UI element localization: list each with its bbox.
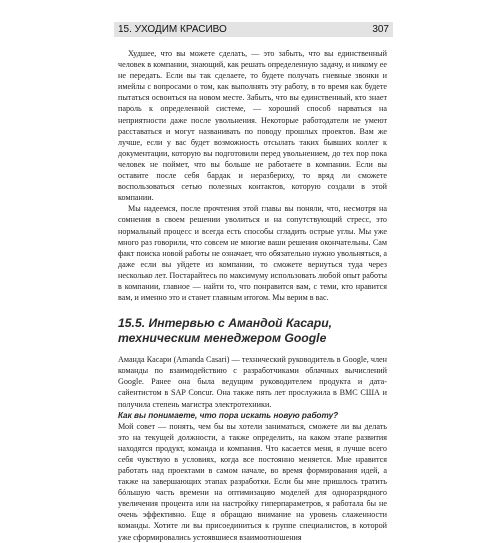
section-heading: 15.5. Интервью с Амандой Касари, техническим менеджером Google xyxy=(118,316,333,346)
interview-answer: Мой совет — понять, чем бы вы хотели заниматься, сможете ли вы делать это на текущей должности, а также определить, на каком этапе развития находятся продукт, команда и компания. Что касается меня, я лучше всего себя чувствую в условиях, когда все постоянно меняется. Мне нравится работать над проектами в самом начале, во время формирования идей, а также на завершающих этапах разработки. Если бы мне пришлось тратить бóльшую часть времени на оптимизацию моделей для одноразрядного увеличения процента или на настройку гиперпараметров, я работала бы не очень эффективно. Еще я обращаю внимание на уровень слаженности команды. Хотите ли вы присоединиться к группе специалистов, в которой уже сформировались устоявшиеся взаимоотношения xyxy=(118,421,387,542)
body-paragraph: Худшее, что вы можете сделать, — это забыть, что вы единственный человек в компании, знающий, как решать определенную задачу, и никому ее не передать. Если вы так сделаете, то будете получать гневные звонки и имейлы с вопросами о том, как выполнять эту работу, в то время как будете пытаться освоиться на новом месте. Забыть, что вы единственный, кто знает пароль к определенной системе, — хороший способ нарваться на неприятности даже после увольнения. Некоторые работодатели не умеют расставаться и могут названивать по поводу прошлых проектов. Вам же лучше, если у вас будет возможность отсылать таких бывших коллег к документации, которую вы подготовили перед увольнением, до тех пор пока человек не поймет, что вы больше не работаете в компании. Если вы оставите после себя бардак и неразбериху, то вряд ли сможете воспользоваться сетью полезных контактов, которую создали в этой компании. xyxy=(118,49,387,203)
body-paragraph: Мы надеемся, после прочтения этой главы вы поняли, что, несмотря на сомнения в своем решении уволиться и на сопутствующий стресс, это нормальный процесс и всегда есть способы сгладить острые углы. Мы уже много раз говорили, что совсем не многие ваши решения окончательны. Сам факт поиска новой работы не означает, что обязательно нужно увольняться, а даже если вы уйдете из компании, то сможете вернуться туда через несколько лет. Постарайтесь по максимуму использовать любой опыт работы в компании, главное — найти то, что понравится вам, с теми, кто нравится вам, и именно это и станет главным итогом. Мы верим в вас. xyxy=(118,204,387,303)
chapter-title: 15. УХОДИМ КРАСИВО xyxy=(118,24,227,35)
page-body xyxy=(118,48,387,543)
interviewee-intro: Аманда Касари (Amanda Casari) — технический руководитель в Google, член команды по взаимодействию с разработчиками облачных вычислений Google. Ранее она была ведущим руководителем продукта и дата-сайентистом в SAP Concur. Она также пять лет прослужила в ВМС США и получила степень магистра электротехники. xyxy=(118,355,387,409)
interview-question: Как вы понимаете, что пора искать новую работу? xyxy=(118,410,339,420)
page-number: 307 xyxy=(372,24,389,35)
